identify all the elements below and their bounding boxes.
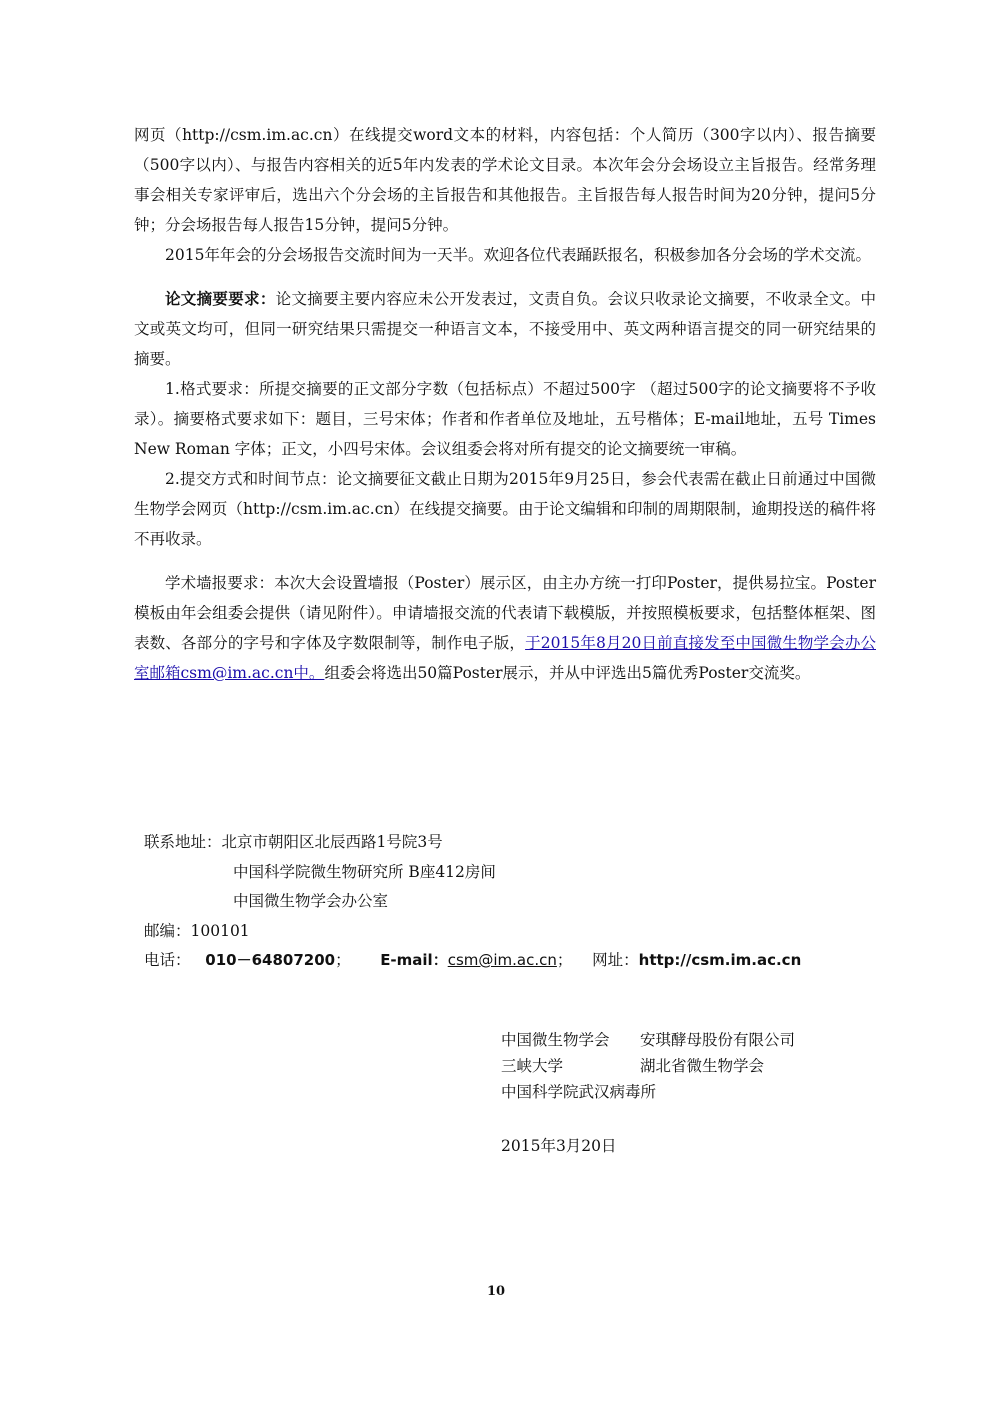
organizers-block [501,1027,795,1105]
organizers-row [501,1079,795,1105]
organizers-row [501,1053,795,1079]
address-line-1: 北京市朝阳区北辰西路1号院3号 [221,833,443,851]
body-text [134,120,876,688]
separator: ； [335,951,351,969]
address-label: 联系地址： [144,833,222,851]
website-label: 网址： [592,951,639,969]
paragraph-submission-deadline: 2.提交方式和时间节点：论文摘要征文截止日期为2015年9月25日，参会代表需在截止日前通过中国微生物学会网页（http://csm.im.ac.cn）在线提交摘要。由于论文编辑和印制的周期限制，逾期投送的稿件将不再收录。 [134,470,876,548]
organizers-row [501,1027,795,1053]
organizer: 三峡大学 [501,1057,564,1075]
contact-address [144,828,801,858]
paragraph-session-time: 2015年年会的分会场报告交流时间为一天半。欢迎各位代表踊跃报名，积极参加各分会场的学术交流。 [165,246,871,264]
email-link[interactable]: csm@im.ac.cn [447,951,557,969]
paragraph-format-requirements: 1.格式要求：所提交摘要的正文部分字数（包括标点）不超过500字 （超过500字的论文摘要将不予收录）。摘要格式要求如下：题目，三号宋体；作者和作者单位及地址，五号楷体；E-mail地址，五号 Times New Roman 字体；正文，小四号宋体。会议组委会将对所有提交的论文摘要统一审稿。 [134,380,876,458]
abstract-requirements-text: 论文摘要主要内容应未公开发表过，文责自负。会议只收录论文摘要，不收录全文。中文或英文均可，但同一研究结果只需提交一种语言文本，不接受用中、英文两种语言提交的同一研究结果的摘要。 [134,290,876,368]
issue-date: 2015年3月20日 [501,1137,617,1155]
address-line-3: 中国微生物学会办公室 [233,892,389,910]
poster-requirements-text: 学术墙报要求：本次大会设置墙报（Poster）展示区，由主办方统一打印Poster，提供易拉宝。Poster模板由年会组委会提供（请见附件）。申请墙报交流的代表请下载模版，并按照模板要求，包括整体框架、图表数、各部分的字号和字体及字数限制等，制作电子版， [134,574,876,652]
paragraph-abstract-requirements [134,284,876,374]
organizer: 湖北省微生物学会 [640,1057,765,1075]
organizer: 中国微生物学会 [501,1031,610,1049]
postcode: 邮编：100101 [144,921,250,940]
contact-block [144,828,801,976]
organizer: 安琪酵母股份有限公司 [640,1031,796,1049]
separator: ； [556,951,573,969]
page-number: 10 [486,1284,506,1299]
contact-phone-email-web [144,946,801,976]
paragraph-poster-requirements [134,568,876,688]
website-link[interactable]: http://csm.im.ac.cn [638,951,802,969]
email-label: E-mail： [380,951,448,969]
abstract-requirements-label: 论文摘要要求： [165,289,276,308]
phone-label: 电话： [144,951,191,969]
address-line-2: 中国科学院微生物研究所 B座412房间 [233,862,496,881]
phone-value: 010－64807200 [205,951,336,969]
poster-email-link[interactable]: 于2015年8月20日前直接发至中国微生物学会办公室邮箱csm@im.ac.cn中。 [134,634,876,682]
organizer: 中国科学院武汉病毒所 [501,1083,657,1101]
paragraph-submission-materials: 网页（http://csm.im.ac.cn）在线提交word文本的材料，内容包括：个人简历（300字以内）、报告摘要（500字以内）、与报告内容相关的近5年内发表的学术论文目录。本次年会分会场设立主旨报告。经常务理事会相关专家评审后，选出六个分会场的主旨报告和其他报告。主旨报告每人报告时间为20分钟，提问5分钟；分会场报告每人报告15分钟，提问5分钟。 [134,126,876,234]
poster-award-text: 组委会将选出50篇Poster展示，并从中评选出5篇优秀Poster交流奖。 [324,664,811,682]
